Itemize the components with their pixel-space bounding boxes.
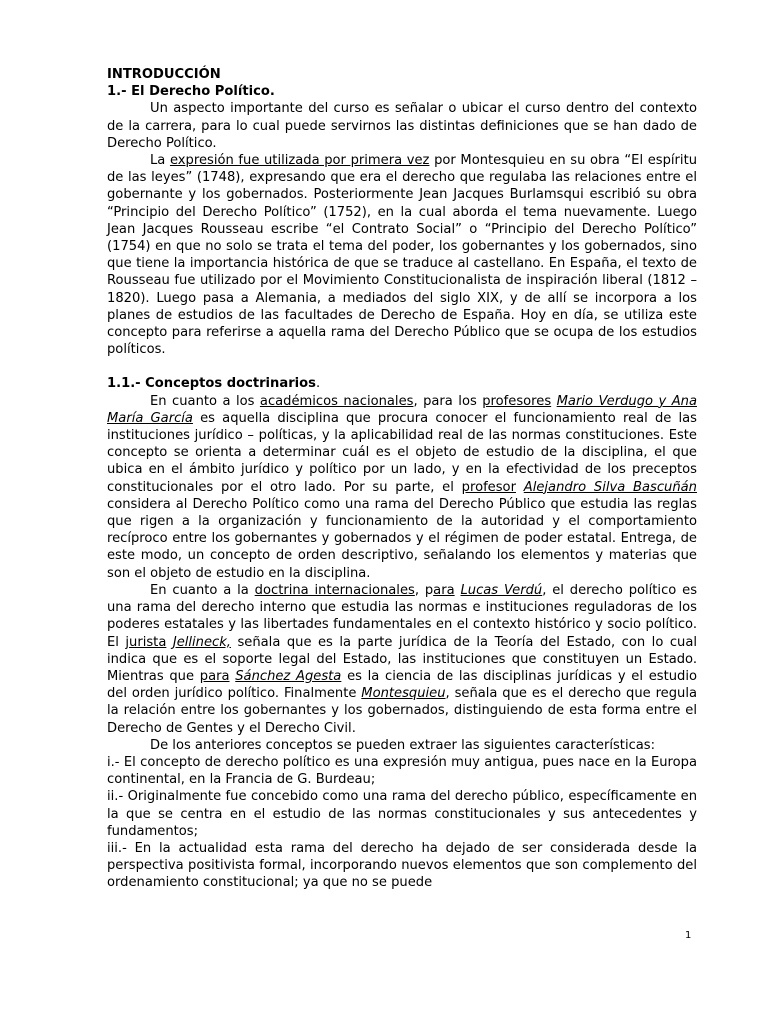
author-name: Sánchez Agesta [235,668,342,684]
underlined-text: jurista [125,634,167,650]
list-item: iii.- En la actualidad esta rama del derecho ha dejado de ser considerada desde la perspectiva positivista formal, incorporando nuevos elementos que son complemento del ordenamiento constitucional; ya que no se puede [107,840,697,891]
section-heading: 1.1.- Conceptos doctrinarios. [107,376,321,392]
paragraph: De los anteriores conceptos se pueden extraer las siguientes características: [150,737,656,753]
underlined-text: para [199,668,230,684]
paragraph: En cuanto a la doctrina internacionales, para Lucas Verdú, el derecho político es una rama del derecho interno que estudia las normas e instituciones reguladoras de los poderes estatales y las libertades fundamentales en el contexto histórico y socio político. El jurista Jellineck, señala que es la parte jurídica de la Teoría del Estado, con lo cual indica que es el soporte legal del Estado, las instituciones que constituyen un Estado. Mientras que para Sánchez Agesta es la ciencia de las disciplinas jurídicas y el estudio del orden jurídico político. Finalmente Montesquieu, señala que es el derecho que regula la relación entre los gobernantes y los gobernados, distinguiendo de esta forma entre el Derecho de Gentes y el Derecho Civil. [107,582,698,736]
list-item: i.- El concepto de derecho político es una expresión muy antigua, pues nace en la Europa continental, en la Francia de G. Burdeau; [107,754,697,788]
document-page [107,66,697,892]
paragraph: Un aspecto importante del curso es señalar o ubicar el curso dentro del contexto de la carrera, para lo cual puede servirnos las distintas definiciones que se han dado de Derecho Político. [107,101,697,151]
underlined-text: ara [433,582,455,598]
author-name: Lucas Verdú [460,582,543,598]
paragraph: En cuanto a los académicos nacionales, para los profesores Mario Verdugo y Ana María García es aquella disciplina que procura conocer el funcionamiento real de las instituciones jurídico – políticas, y la aplicabilidad real de las normas constituciones. Este concepto se orienta a determinar cuál es el objeto de estudio de la disciplina, el que ubica en el ámbito jurídico y político por un lado, y en la efectividad de los preceptos constitucionales por el otro lado. Por su parte, el profesor Alejandro Silva Bascuñán considera al Derecho Político como una rama del Derecho Público que estudia las reglas que rigen a la organización y funcionamiento de la autoridad y el comportamiento recíproco entre los gobernantes y gobernados y el régimen de poder estatal. Entrega, de este modo, un concepto de orden descriptivo, señalando los elementos y materias que son el objeto de estudio en la disciplina. [107,393,697,581]
author-name: Jellineck, [172,634,231,650]
paragraph: La expresión fue utilizada por primera vez por Montesquieu en su obra “El espíritu de las leyes” (1748), expresando que era el derecho que regulaba las relaciones entre el gobernante y los gobernados. Posteriormente Jean Jacques Burlamsqui escribió su obra “Principio del Derecho Político” (1752), en la cual aborda el tema nuevamente. Luego Jean Jacques Rousseau escribe “el Contrato Social” o “Principio del Derecho Político” (1754) en que no solo se trata el tema del poder, los gobernantes y los gobernados, sino que tiene la importancia histórica de que se traduce al castellano. En España, el texto de Rousseau fue utilizado por el Movimiento Constitucionalista de inspiración liberal (1812 – 1820). Luego pasa a Alemania, a mediados del siglo XIX, y de allí se incorpora a los planes de estudios de las facultades de Derecho de España. Hoy en día, se utiliza este concepto para referirse a aquella rama del Derecho Público que se ocupa de los estudios políticos. [107,153,698,358]
underlined-text: profesores [482,393,552,409]
document-title: INTRODUCCIÓN [107,67,221,82]
author-name: Alejandro Silva Bascuñán [523,479,697,495]
underlined-text: profesor [461,479,516,495]
underlined-text: doctrina internacionales [254,582,415,598]
author-name: Montesquieu [361,686,446,702]
underlined-text: expresión fue utilizada por primera vez [169,153,430,169]
page-number: 1 [685,930,692,941]
author-name: Mario Verdugo y Ana María García [107,393,697,426]
section-heading: 1.- El Derecho Político. [107,84,275,100]
underlined-text: académicos nacionales [259,393,414,409]
list-item: ii.- Originalmente fue concebido como una rama del derecho público, específicamente en la que se centra en el estudio de las normas constitucionales y sus antecedentes y fundamentos; [107,789,697,839]
